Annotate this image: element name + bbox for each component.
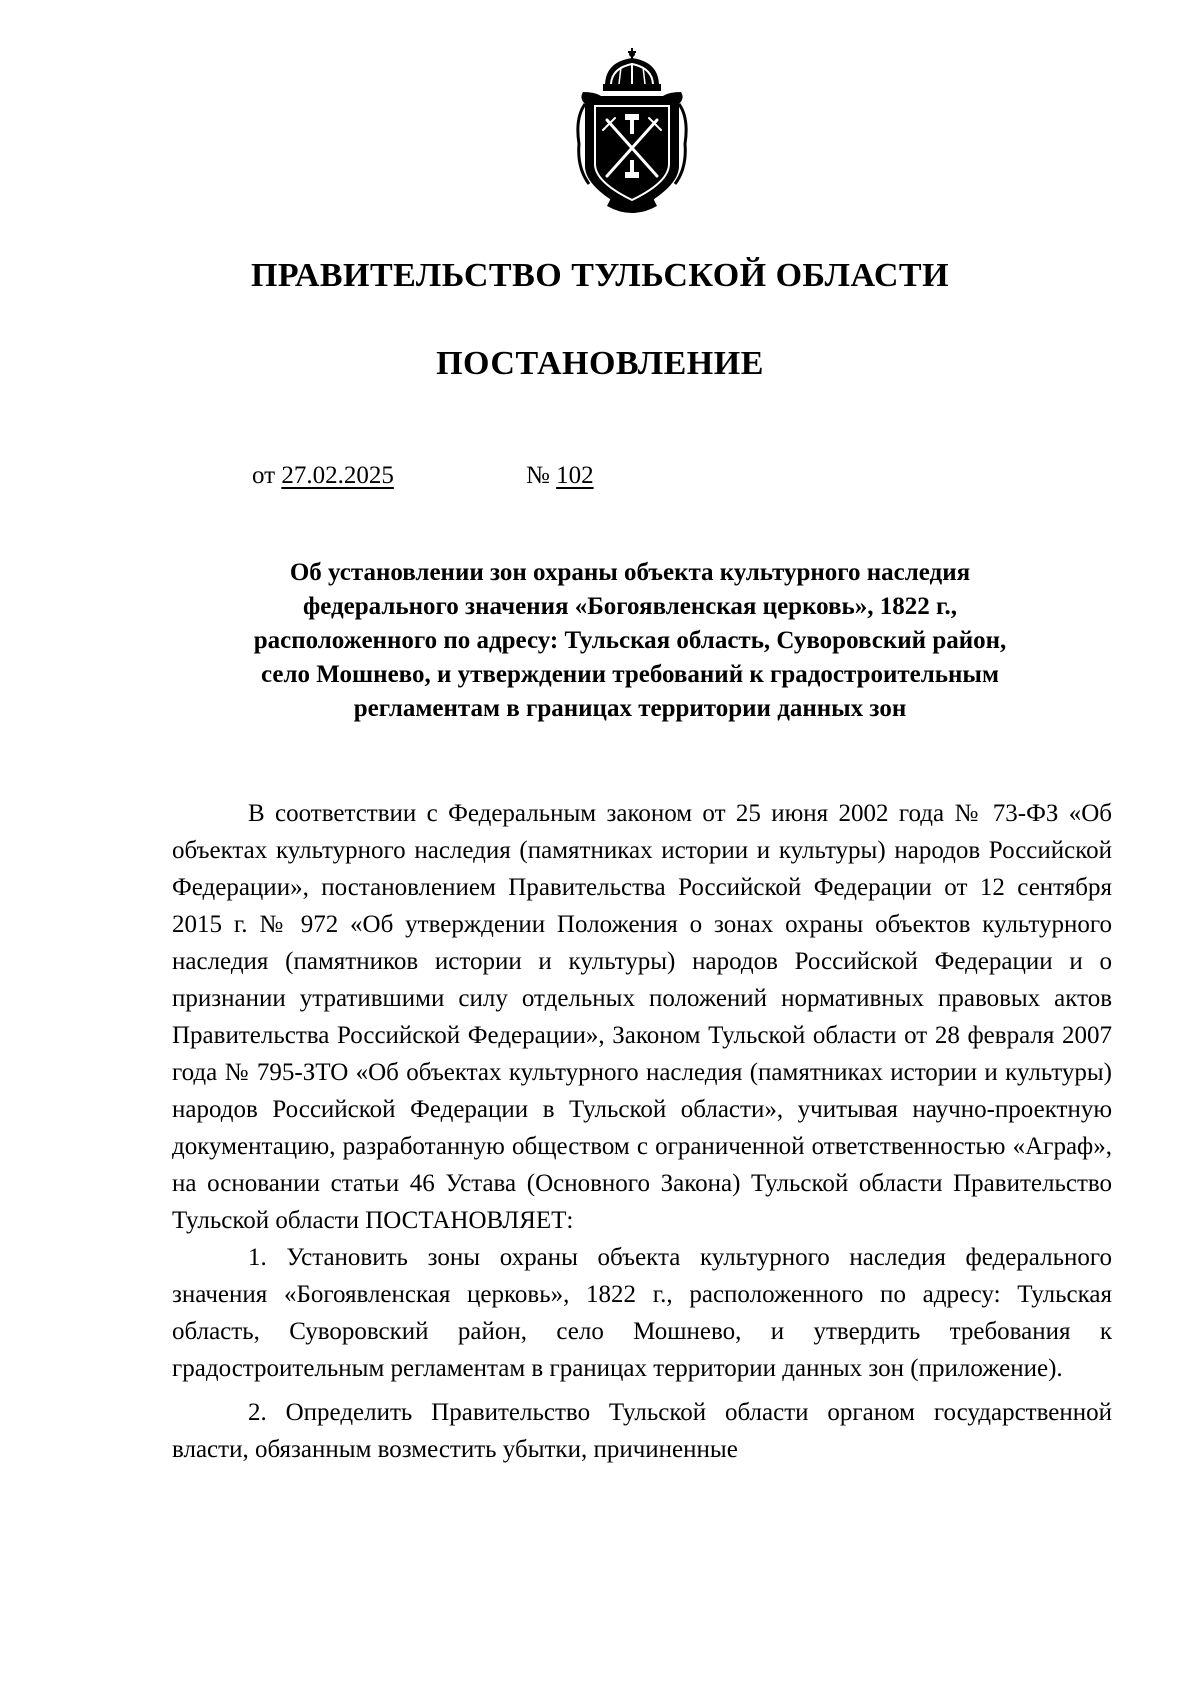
crown-icon — [603, 48, 661, 91]
document-date: 27.02.2025 — [281, 462, 394, 489]
subject-line: Об установлении зон охраны объекта культурного наследия — [289, 559, 971, 586]
document-number: 102 — [556, 462, 594, 489]
item-2-paragraph: 2. Определить Правительство Тульской области органом государственной власти, обязанным возместить убытки, причиненные — [172, 1399, 1112, 1463]
coat-of-arms-emblem — [565, 48, 699, 218]
subject-line: регламентам в границах территории данных зон — [353, 695, 907, 722]
subject-line: расположенного по адресу: Тульская область, Суворовский район, — [253, 627, 1007, 654]
document-subject — [170, 556, 1090, 726]
subject-line: село Мошнево, и утверждении требований к градостроительным — [261, 661, 999, 688]
number-prefix: № — [526, 462, 557, 489]
date-field — [252, 460, 394, 492]
number-field — [526, 460, 594, 492]
date-prefix: от — [252, 462, 282, 489]
preamble-paragraph: В соответствии с Федеральным законом от 25 июня 2002 года № 73-ФЗ «Об объектах культурного наследия (памятниках истории и культуры) народов Российской Федерации», постановлением Правительства Российской Федерации от 12 сентября 2015 г. № 972 «Об утверждении Положения о зонах охраны объектов культурного наследия (памятников истории и культуры) народов Российской Федерации и о признании утратившими силу отдельных положений нормативных правовых актов Правительства Российской Федерации», Законом Тульской области от 28 февраля 2007 года № 795-ЗТО «Об объектах культурного наследия (памятниках истории и культуры) народов Российской Федерации в Тульской области», учитывая научно-проектную документацию, разработанную обществом с ограниченной ответственностью «Аграф», на основании статьи 46 Устава (Основного Закона) Тульской области Правительство Тульской области ПОСТАНОВЛЯЕТ: — [172, 800, 1112, 1234]
document-type-heading: ПОСТАНОВЛЕНИЕ — [436, 345, 764, 382]
item-1-paragraph: 1. Установить зоны охраны объекта культурного наследия федерального значения «Богоявленская церковь», 1822 г., расположенного по адресу: Тульская область, Суворовский район, село Мошнево, и утвердить требования к градостроительным регламентам в границах территории данных зон (приложение). — [172, 1244, 1112, 1382]
subject-line: федерального значения «Богоявленская церковь», 1822 г., — [302, 593, 958, 620]
document-meta — [252, 460, 594, 492]
document-body — [172, 795, 1112, 1468]
organization-title: ПРАВИТЕЛЬСТВО ТУЛЬСКОЙ ОБЛАСТИ — [250, 257, 950, 294]
